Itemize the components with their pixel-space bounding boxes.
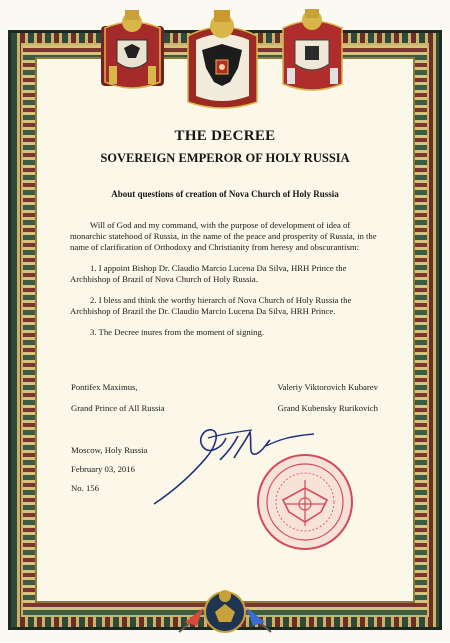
place-text: Moscow, Holy Russia bbox=[71, 445, 148, 455]
date-text: February 03, 2016 bbox=[71, 464, 135, 474]
document-title: THE DECREE bbox=[174, 128, 276, 144]
body-paragraph: 1. I appoint Bishop Dr. Claudio Marcio Lucena Da Silva, HRH Prince the Archbishop of Brazil of Nova Church of Holy Russia. bbox=[70, 263, 347, 284]
seal-stamp-icon bbox=[255, 452, 355, 557]
number-text: No. 156 bbox=[71, 483, 99, 493]
signatory-left-line2: Grand Prince of All Russia bbox=[71, 403, 165, 413]
body-paragraph: 2. I bless and think the worthy hierarch of Nova Church of Holy Russia the Archbishop of Brazil the Dr. Claudio Marcio Lucena Da Silva, HRH Prince. bbox=[70, 295, 352, 316]
document-footer bbox=[71, 445, 147, 502]
coat-of-arms-icon bbox=[95, 6, 170, 96]
document-subtitle: SOVEREIGN EMPEROR OF HOLY RUSSIA bbox=[100, 151, 350, 165]
document-about: About questions of creation of Nova Church of Holy Russia bbox=[111, 189, 339, 199]
imperial-eagle-icon bbox=[180, 6, 265, 114]
shield-emblem-icon bbox=[175, 582, 275, 643]
signatory-left bbox=[71, 382, 165, 414]
signatory-right-line1: Valeriy Viktorovich Kubarev bbox=[277, 382, 378, 392]
signatory-left-line1: Pontifex Maximus, bbox=[71, 382, 138, 392]
signatory-right bbox=[277, 382, 378, 414]
body-paragraph: Will of God and my command, with the purpose of development of idea of monarchic statehood of Russia, in the name of the peace and prosperity of Russia, in the name of clarification of Orthodoxy and Christianity from heresy and obscurantism: bbox=[70, 220, 377, 252]
body-paragraph: 3. The Decree inures from the moment of signing. bbox=[90, 327, 265, 337]
decree-body bbox=[70, 220, 388, 348]
coat-of-arms-icon bbox=[275, 6, 350, 96]
signatory-right-line2: Grand Kubensky Rurikovich bbox=[277, 403, 378, 413]
